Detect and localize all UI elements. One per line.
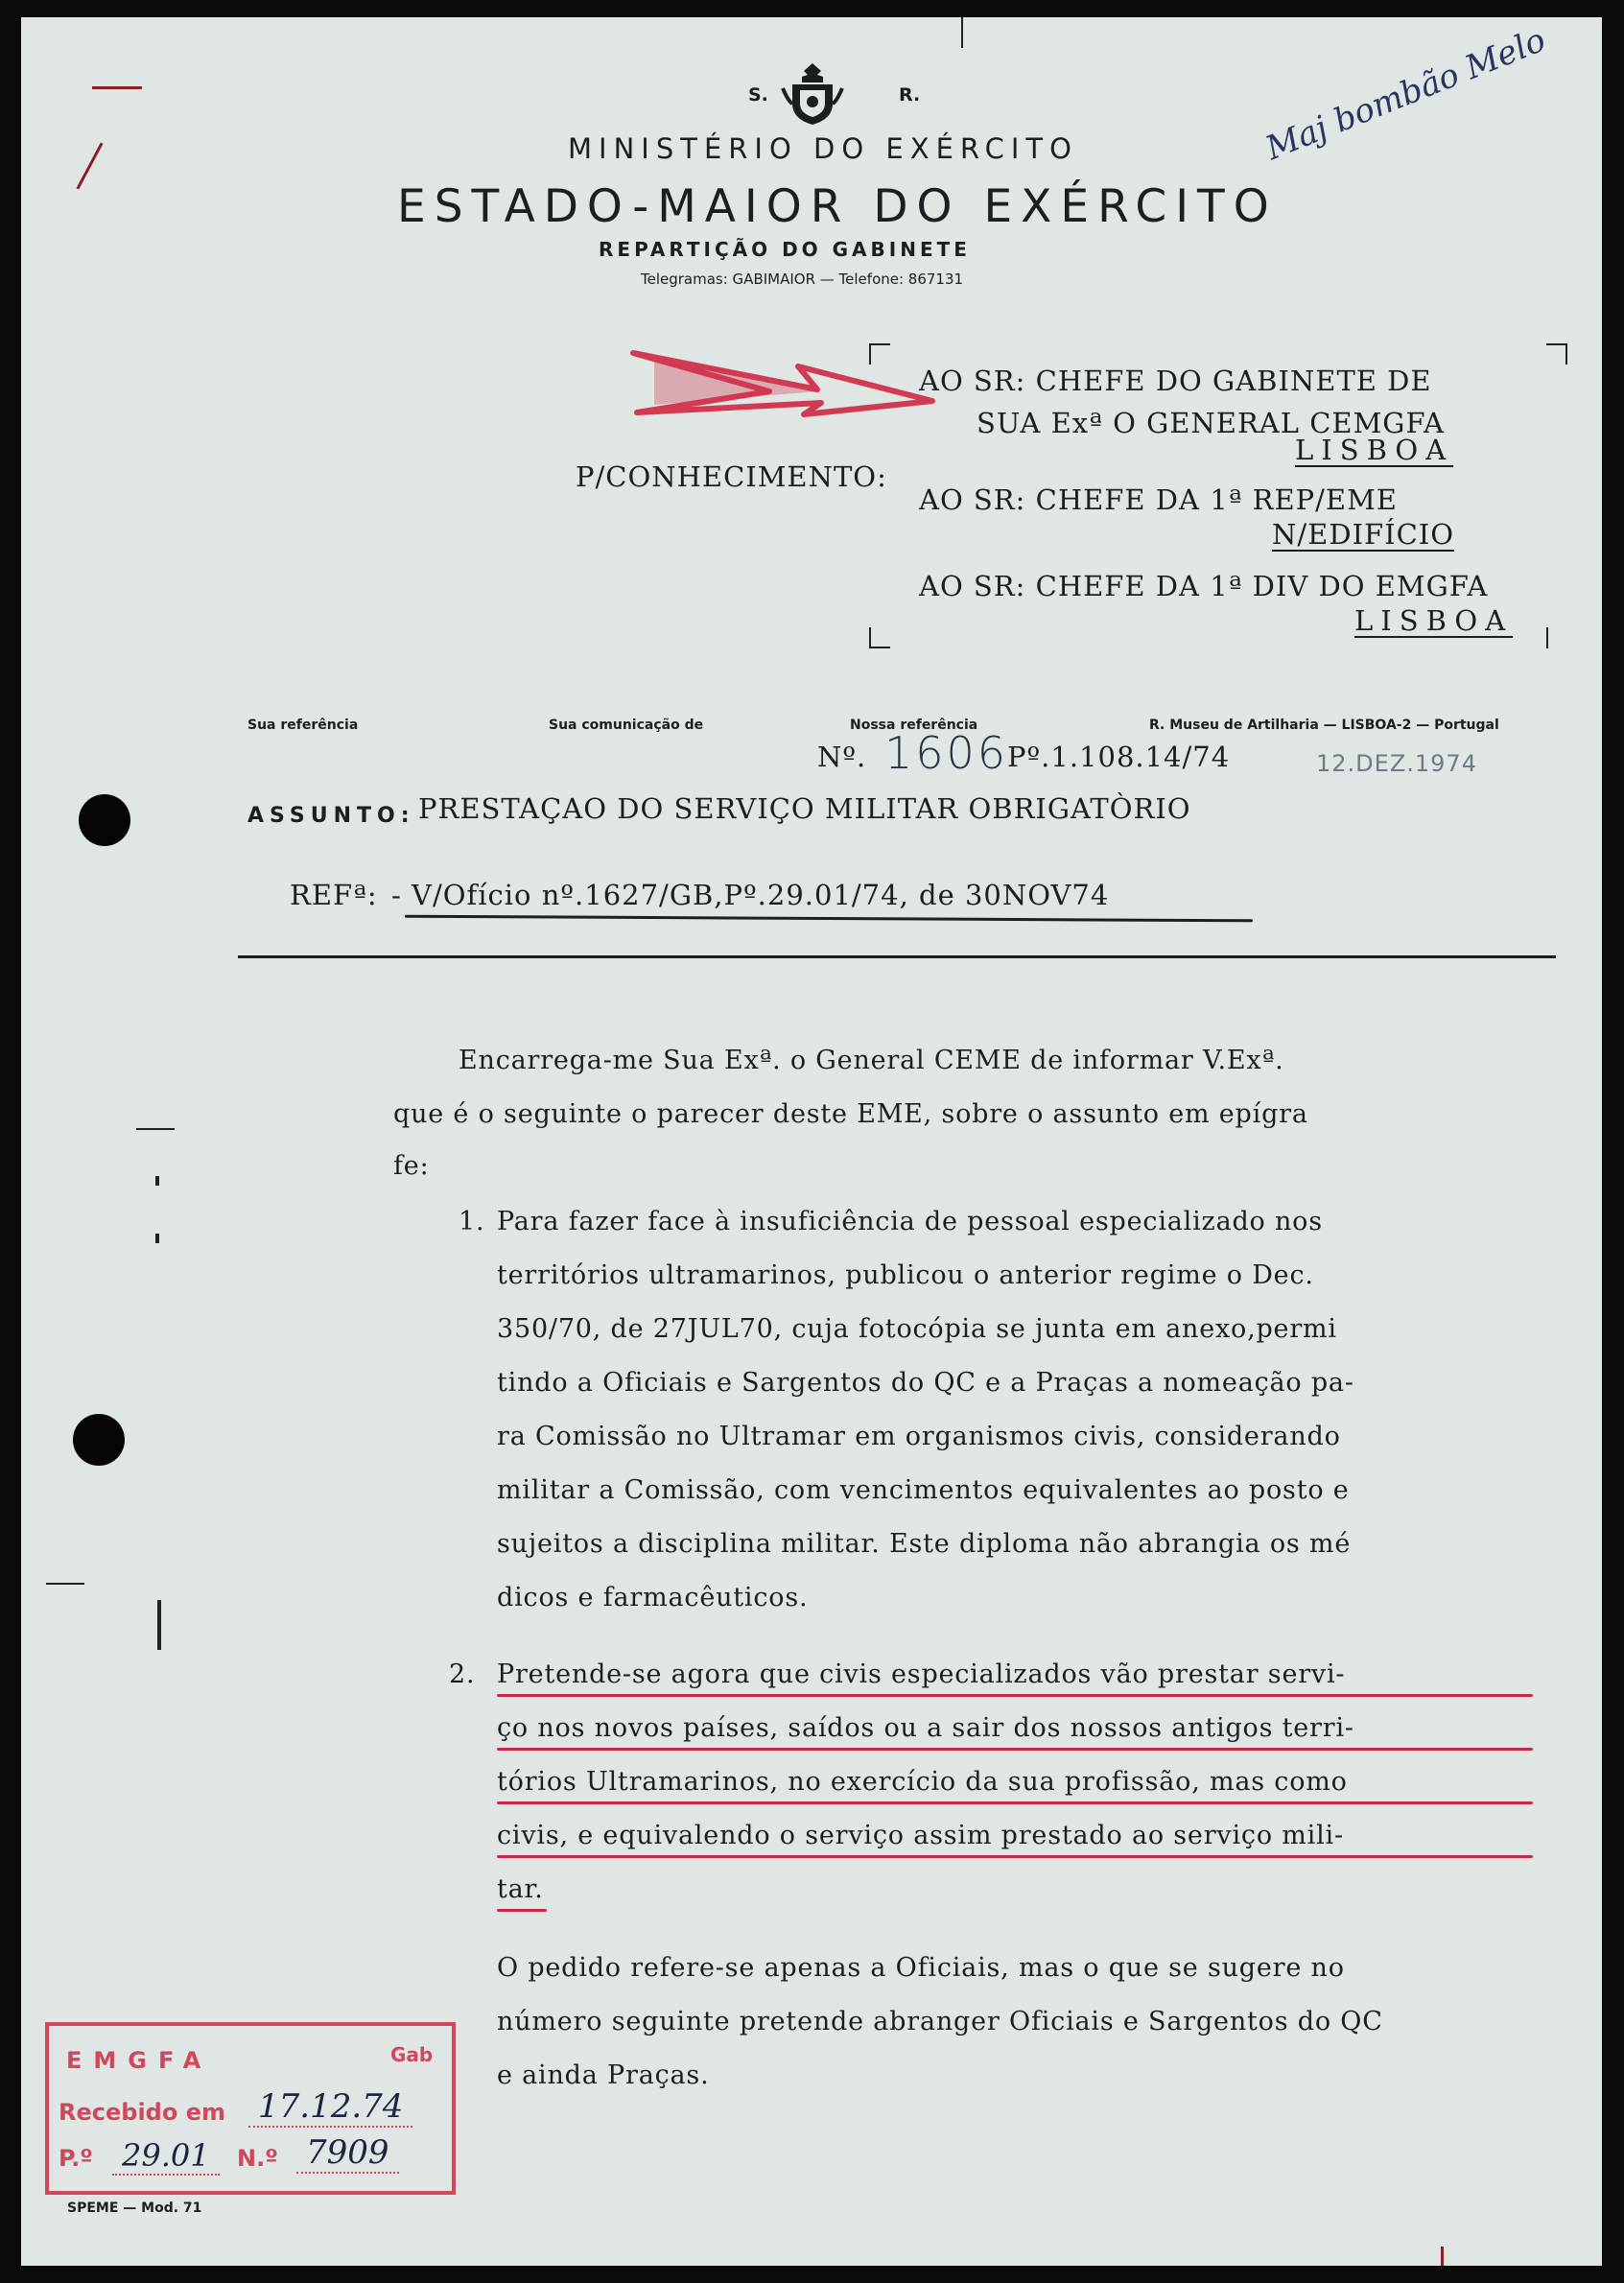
- ref-label: REFª:: [290, 879, 378, 911]
- received-stamp: [45, 2022, 456, 2195]
- item-1-line: sujeitos a disciplina militar. Este diploma não abrangia os mé: [497, 1529, 1352, 1559]
- item-1-line: territórios ultramarinos, publicou o anterior regime o Dec.: [497, 1260, 1314, 1290]
- stamp-gab: Gab: [390, 2043, 434, 2066]
- item-2-line: tórios Ultramarinos, no exercício da sua profissão, mas como: [497, 1767, 1348, 1797]
- ref-text: - V/Ofício nº.1627/GB,Pº.29.01/74, de 30NOV74: [391, 879, 1110, 911]
- red-underline: [497, 1748, 1533, 1751]
- bracket-mark: [1565, 343, 1567, 365]
- reparticao-subtitle: REPARTIÇÃO DO GABINETE: [599, 238, 971, 261]
- corner-mark: [92, 86, 142, 89]
- nossa-referencia-label: Nossa referência: [850, 718, 978, 733]
- item-1-line: Para fazer face à insuficiência de pessoal especializado nos: [497, 1207, 1323, 1236]
- bracket-mark: [869, 343, 890, 345]
- process-reference: Pº.1.108.14/74: [1007, 741, 1231, 773]
- stamp-recebido-date: 17.12.74: [248, 2087, 412, 2128]
- ref-underline: [405, 915, 1253, 923]
- stamp-p-label: P.º: [59, 2145, 93, 2172]
- corner-mark: [1441, 2247, 1444, 2266]
- top-tick: [961, 17, 963, 48]
- item-1-line: dicos e farmacêuticos.: [497, 1583, 809, 1612]
- stamp-recebido-label: Recebido em: [59, 2099, 225, 2126]
- red-underline: [497, 1694, 1533, 1697]
- number-prefix: Nº.: [817, 741, 867, 773]
- item-2-line: tar.: [497, 1874, 544, 1904]
- recipient-2-line1: AO SR: CHEFE DA 1ª REP/EME: [919, 483, 1398, 516]
- item-2-line: Pretende-se agora que civis especializados vão prestar servi-: [497, 1659, 1346, 1689]
- bracket-mark: [869, 343, 871, 365]
- punch-hole: [73, 1414, 125, 1466]
- assunto-text: PRESTAÇAO DO SERVIÇO MILITAR OBRIGATÒRIO: [418, 792, 1191, 825]
- coat-of-arms-icon: [779, 59, 846, 129]
- intro-line-1: Encarrega-me Sua Exª. o General CEME de informar V.Exª.: [459, 1046, 1284, 1075]
- bracket-mark: [869, 627, 871, 648]
- sua-referencia-label: Sua referência: [247, 718, 359, 733]
- stamp-n-label: N.º: [237, 2145, 278, 2172]
- address-line: R. Museu de Artilharia — LISBOA-2 — Portugal: [1149, 718, 1499, 733]
- sua-comunicacao-label: Sua comunicação de: [549, 718, 704, 733]
- item-2-line: civis, e equivalendo o serviço assim prestado ao serviço mili-: [497, 1821, 1344, 1850]
- bracket-mark: [869, 647, 890, 648]
- item-1-line: 350/70, de 27JUL70, cuja fotocópia se junta em anexo,permi: [497, 1314, 1337, 1344]
- item-2-number: 2.: [449, 1659, 476, 1689]
- s-mark: S.: [748, 84, 768, 106]
- document-page: [21, 17, 1602, 2266]
- recipient-2-city: N/EDIFÍCIO: [1272, 518, 1455, 551]
- item-2-extra-line: e ainda Praças.: [497, 2060, 710, 2090]
- corner-mark: [76, 142, 103, 189]
- recipient-3-line1: AO SR: CHEFE DA 1ª DIV DO EMGFA: [919, 570, 1489, 602]
- estado-maior-title: ESTADO-MAIOR DO EXÉRCITO: [397, 180, 1278, 233]
- recipient-1-city: LISBOA: [1295, 434, 1454, 466]
- margin-mark: [155, 1176, 159, 1186]
- item-2-line: ço nos novos países, saídos ou a sair dos nossos antigos terri-: [497, 1713, 1354, 1743]
- handwritten-note: Maj bombão Melo: [1260, 20, 1551, 169]
- form-code: SPEME — Mod. 71: [67, 2201, 202, 2216]
- recipient-3-city: LISBOA: [1354, 604, 1514, 637]
- separator-rule: [238, 955, 1556, 958]
- intro-line-3: fe:: [393, 1151, 430, 1181]
- assunto-label: ASSUNTO:: [247, 804, 415, 828]
- recipient-1-line2: SUA Exª O GENERAL CEMGFA: [977, 407, 1445, 439]
- item-1-line: militar a Comissão, com vencimentos equivalentes ao posto e: [497, 1475, 1350, 1505]
- red-underline: [497, 1801, 1533, 1804]
- conhecimento-label: P/CONHECIMENTO:: [576, 460, 887, 493]
- date-stamp: 12.DEZ.1974: [1316, 750, 1477, 777]
- item-2-extra-line: número seguinte pretende abranger Oficiais e Sargentos do QC: [497, 2007, 1383, 2036]
- item-1-line: ra Comissão no Ultramar em organismos civis, considerando: [497, 1422, 1341, 1451]
- punch-hole: [79, 794, 130, 846]
- r-mark: R.: [899, 84, 921, 106]
- reference-number: 1606: [884, 727, 1009, 779]
- stamp-p-value: 29.01: [112, 2137, 220, 2176]
- bracket-mark: [1546, 627, 1548, 648]
- intro-line-2: que é o seguinte o parecer deste EME, sobre o assunto em epígra: [393, 1099, 1308, 1129]
- red-arrow-icon: [625, 334, 942, 430]
- margin-mark: [46, 1583, 84, 1585]
- item-2-extra-line: O pedido refere-se apenas a Oficiais, mas o que se sugere no: [497, 1953, 1345, 1983]
- item-1-line: tindo a Oficiais e Sargentos do QC e a Praças a nomeação pa-: [497, 1368, 1354, 1398]
- margin-mark: [157, 1600, 161, 1650]
- telegramas-line: Telegramas: GABIMAIOR — Telefone: 867131: [641, 271, 964, 288]
- recipient-1-line1: AO SR: CHEFE DO GABINETE DE: [919, 365, 1432, 397]
- red-underline: [497, 1909, 547, 1912]
- stamp-n-value: 7909: [296, 2133, 399, 2174]
- ministry-title: MINISTÉRIO DO EXÉRCITO: [568, 132, 1078, 165]
- stamp-org: EMGFA: [66, 2047, 213, 2074]
- item-1-number: 1.: [459, 1207, 485, 1236]
- bracket-mark: [1546, 343, 1567, 345]
- red-underline: [497, 1855, 1533, 1858]
- margin-mark: [136, 1128, 175, 1130]
- margin-mark: [155, 1234, 159, 1243]
